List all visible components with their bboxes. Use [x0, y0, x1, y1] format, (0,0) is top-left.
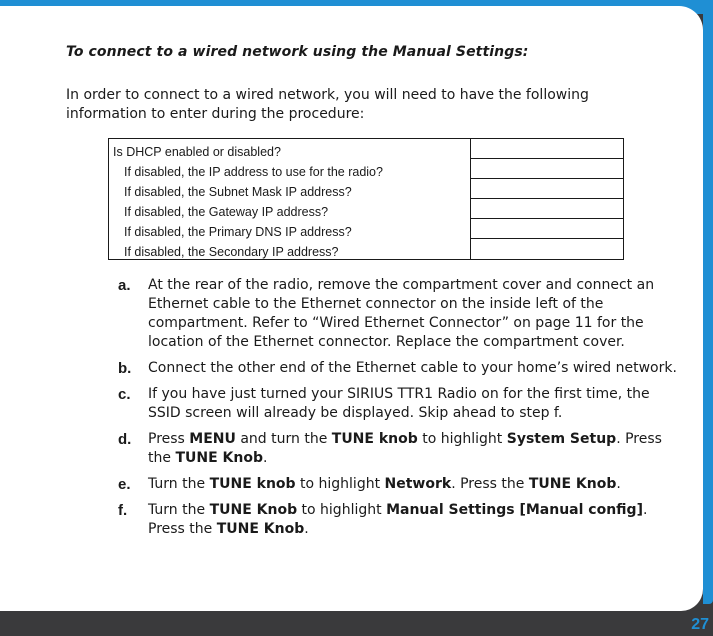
answer-blank [471, 179, 623, 199]
answer-blank [471, 159, 623, 179]
step-emphasis: TUNE Knob [209, 502, 298, 518]
procedure-step [118, 501, 678, 539]
step-text-segment: and turn the [235, 431, 332, 447]
step-emphasis: TUNE knob [331, 431, 418, 447]
step-letter: a. [118, 277, 131, 294]
answer-blank [471, 139, 623, 159]
step-text-segment: . Press the [148, 431, 662, 466]
procedure-step [118, 475, 678, 494]
section-heading: To connect to a wired network using the Manual Settings: [66, 44, 529, 60]
step-text-segment: Connect the other end of the Ethernet cable to your home’s wired network. [148, 360, 677, 376]
answer-blank [471, 219, 623, 239]
step-text-segment: to highlight [297, 502, 387, 518]
step-emphasis: TUNE Knob [175, 450, 263, 466]
step-emphasis: Manual Settings [Manual config] [386, 502, 643, 518]
table-row-label: If disabled, the Gateway IP address? [124, 205, 329, 219]
step-text [148, 501, 678, 539]
question-column [109, 139, 471, 259]
step-letter: e. [118, 476, 131, 493]
page-number: 27 [691, 616, 709, 633]
step-text-segment: . [262, 450, 268, 466]
step-text [148, 475, 678, 494]
step-text-segment: . Press the [148, 502, 648, 537]
procedure-step [118, 385, 678, 423]
step-text-segment: If you have just turned your SIRIUS TTR1 Radio on for the first time, the SSID screen will already be displayed. Skip ahead to step f. [148, 386, 650, 421]
step-text-segment: Turn the [148, 476, 210, 492]
step-text-segment: to highlight [295, 476, 385, 492]
table-row-label: If disabled, the IP address to use for the radio? [124, 165, 383, 179]
step-emphasis: TUNE Knob [216, 521, 305, 537]
step-text-segment: . Press the [451, 476, 529, 492]
answer-column [471, 139, 623, 259]
step-emphasis: TUNE knob [209, 476, 296, 492]
step-emphasis: MENU [189, 431, 236, 447]
table-row-label: If disabled, the Secondary IP address? [124, 245, 339, 259]
intro-paragraph: In order to connect to a wired network, you will need to have the following information to enter during the procedure: [66, 87, 589, 122]
step-letter: d. [118, 431, 132, 448]
step-text-segment: . [616, 476, 621, 492]
table-row-label: Is DHCP enabled or disabled? [113, 145, 281, 159]
answer-blank [471, 239, 623, 259]
right-accent-bar [703, 14, 713, 604]
step-emphasis: Network [384, 476, 452, 492]
step-text [148, 359, 678, 378]
table-row-label: If disabled, the Subnet Mask IP address? [124, 185, 352, 199]
answer-blank [471, 199, 623, 219]
step-emphasis: TUNE Knob [528, 476, 617, 492]
network-info-table [108, 138, 624, 260]
procedure-step [118, 359, 678, 378]
step-text-segment: Press [148, 431, 190, 447]
step-text-segment: Turn the [148, 502, 210, 518]
step-text [148, 385, 678, 423]
step-text-segment: . [304, 521, 309, 537]
step-text [148, 276, 678, 352]
step-text [148, 430, 678, 468]
procedure-step [118, 276, 678, 352]
procedure-step [118, 430, 678, 468]
step-letter: b. [118, 360, 132, 377]
step-text-segment: to highlight [417, 431, 507, 447]
step-letter: c. [118, 386, 131, 403]
step-emphasis: System Setup [506, 431, 617, 447]
table-row-label: If disabled, the Primary DNS IP address? [124, 225, 352, 239]
step-text-segment: At the rear of the radio, remove the compartment cover and connect an Ethernet cable to the Ethernet connector on the inside left of the compartment. Refer to “Wired Ethernet Connector” on page 11 for the location of the Ethernet connector. Replace the compartment cover. [148, 277, 655, 350]
procedure-steps [118, 276, 678, 546]
step-letter: f. [118, 502, 128, 519]
